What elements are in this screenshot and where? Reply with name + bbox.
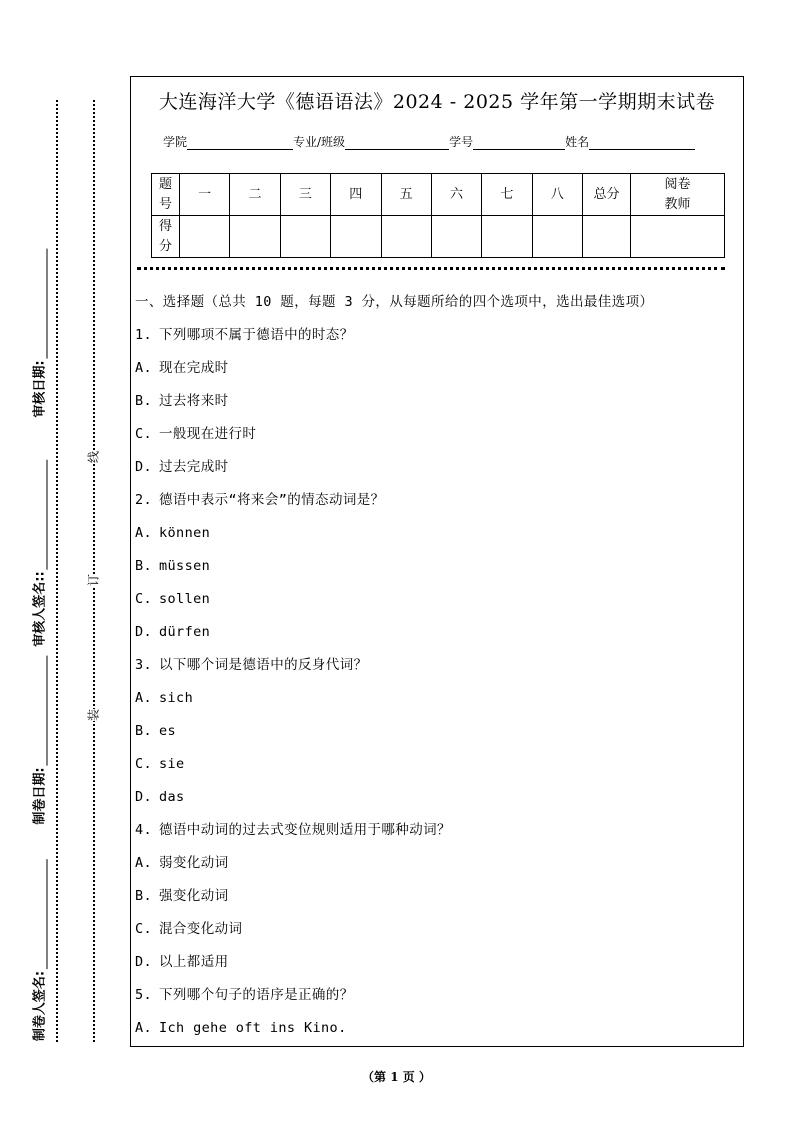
score-table-score-row — [152, 216, 725, 258]
score-row-label: 得 分 — [152, 216, 180, 258]
score-header-cell: 五 — [381, 174, 431, 216]
option-text: 过去将来时 — [159, 393, 229, 409]
option-text: Ich gehe oft ins Kino. — [159, 1020, 347, 1036]
question-text: 以下哪个词是德语中的反身代词？ — [159, 657, 368, 673]
student-id-field[interactable] — [449, 133, 565, 150]
student-id-line — [473, 137, 565, 150]
exam-frame — [130, 76, 744, 1047]
major-class-field[interactable] — [293, 133, 449, 150]
answer-option — [135, 687, 733, 720]
college-line — [187, 137, 293, 150]
answer-option — [135, 522, 733, 555]
score-cell[interactable] — [180, 216, 230, 258]
answer-option — [135, 720, 733, 753]
option-label: D. — [135, 789, 153, 805]
answer-option — [135, 786, 733, 819]
answer-option — [135, 621, 733, 654]
option-text: sollen — [159, 591, 211, 607]
option-label: A. — [135, 525, 153, 541]
score-header-cell: 题 号 — [152, 174, 180, 216]
binding-signature-field — [29, 248, 48, 417]
option-text: müssen — [159, 558, 211, 574]
name-field[interactable] — [565, 133, 695, 150]
answer-option — [135, 852, 733, 885]
option-label: A. — [135, 690, 153, 706]
answer-option — [135, 951, 733, 984]
option-text: dürfen — [159, 624, 211, 640]
score-table — [151, 173, 725, 258]
question-number: 5. — [135, 987, 153, 1003]
binding-label-text: 审核人签名:: — [32, 571, 48, 647]
score-header-cell: 四 — [331, 174, 381, 216]
score-cell[interactable] — [631, 216, 725, 258]
option-label: D. — [135, 459, 153, 475]
question-number: 4. — [135, 822, 153, 838]
score-cell[interactable] — [331, 216, 381, 258]
answer-option — [135, 885, 733, 918]
score-header-cell: 八 — [532, 174, 582, 216]
option-text: das — [159, 789, 185, 805]
score-cell[interactable] — [280, 216, 330, 258]
option-text: 混合变化动词 — [159, 921, 243, 937]
exam-title: 大连海洋大学《德语语法》2024 - 2025 学年第一学期期末试卷 — [158, 91, 716, 113]
student-info-row — [163, 133, 717, 150]
option-label: C. — [135, 426, 153, 442]
option-label: B. — [135, 558, 153, 574]
score-header-cell: 总分 — [583, 174, 631, 216]
option-text: 现在完成时 — [159, 360, 229, 376]
answer-option — [135, 753, 733, 786]
question-stem — [135, 984, 733, 1017]
question-stem — [135, 324, 733, 357]
answer-option — [135, 918, 733, 951]
option-text: 弱变化动词 — [159, 855, 229, 871]
question-number: 3. — [135, 657, 153, 673]
signature-line[interactable] — [37, 248, 48, 358]
option-label: A. — [135, 360, 153, 376]
question-text: 下列哪项不属于德语中的时态？ — [159, 327, 354, 343]
option-text: 过去完成时 — [159, 459, 229, 475]
option-text: sich — [159, 690, 194, 706]
answer-option — [135, 357, 733, 390]
page-number: （第 1 页 ） — [362, 1070, 431, 1084]
option-label: A. — [135, 1020, 153, 1036]
option-text: 以上都适用 — [159, 954, 229, 970]
binding-signature-field — [29, 859, 48, 1041]
option-text: es — [159, 723, 177, 739]
score-header-cell: 七 — [482, 174, 532, 216]
student-id-label: 学号 — [449, 135, 474, 149]
option-label: B. — [135, 723, 153, 739]
option-label: B. — [135, 393, 153, 409]
binding-label-text: 制卷日期: — [32, 767, 48, 825]
signature-line[interactable] — [37, 655, 48, 765]
binding-char: 线 — [83, 451, 104, 463]
score-header-cell: 阅卷 教师 — [631, 174, 725, 216]
option-label: B. — [135, 888, 153, 904]
section-heading: 一、选择题（总共 10 题，每题 3 分，从每题所给的四个选项中，选出最佳选项） — [135, 294, 654, 310]
question-text: 德语中动词的过去式变位规则适用于哪种动词？ — [159, 822, 451, 838]
college-field[interactable] — [163, 133, 293, 150]
option-label: A. — [135, 855, 153, 871]
score-cell[interactable] — [583, 216, 631, 258]
option-text: 一般现在进行时 — [159, 426, 257, 442]
score-header-cell: 一 — [180, 174, 230, 216]
binding-char: 订 — [83, 574, 104, 586]
binding-char: 装 — [83, 709, 104, 721]
score-header-cell: 二 — [230, 174, 280, 216]
score-header-cell: 三 — [280, 174, 330, 216]
score-cell[interactable] — [230, 216, 280, 258]
major-class-label: 专业/班级 — [293, 135, 346, 149]
name-line — [589, 137, 695, 150]
option-text: 强变化动词 — [159, 888, 229, 904]
score-cell[interactable] — [482, 216, 532, 258]
signature-line[interactable] — [37, 459, 48, 569]
option-label: C. — [135, 921, 153, 937]
binding-signature-field — [29, 459, 48, 646]
option-text: können — [159, 525, 211, 541]
binding-label-text: 审核日期: — [32, 360, 48, 418]
answer-option — [135, 555, 733, 588]
question-number: 2. — [135, 492, 153, 508]
major-class-line — [345, 137, 449, 150]
binding-label-text: 制卷人签名: — [32, 970, 48, 1042]
binding-signature-field — [29, 655, 48, 824]
option-label: C. — [135, 591, 153, 607]
question-text: 下列哪个句子的语序是正确的？ — [159, 987, 354, 1003]
question-stem — [135, 654, 733, 687]
answer-option — [135, 390, 733, 423]
question-number: 1. — [135, 327, 153, 343]
option-label: D. — [135, 954, 153, 970]
answer-option — [135, 588, 733, 621]
question-text: 德语中表示“将来会”的情态动词是？ — [159, 492, 385, 508]
section-separator — [137, 267, 725, 270]
question-stem — [135, 819, 733, 852]
score-header-cell: 六 — [431, 174, 481, 216]
score-cell[interactable] — [381, 216, 431, 258]
signature-line[interactable] — [37, 859, 48, 969]
score-table-header-row — [152, 174, 725, 216]
name-label: 姓名 — [565, 135, 590, 149]
option-text: sie — [159, 756, 185, 772]
inner-dotted-line — [93, 100, 95, 1042]
option-label: C. — [135, 756, 153, 772]
score-cell[interactable] — [431, 216, 481, 258]
outer-dotted-line — [56, 100, 58, 1042]
question-section — [135, 291, 733, 1050]
score-cell[interactable] — [532, 216, 582, 258]
answer-option — [135, 456, 733, 489]
college-label: 学院 — [163, 135, 188, 149]
answer-option — [135, 1017, 733, 1050]
answer-option — [135, 423, 733, 456]
question-stem — [135, 489, 733, 522]
option-label: D. — [135, 624, 153, 640]
